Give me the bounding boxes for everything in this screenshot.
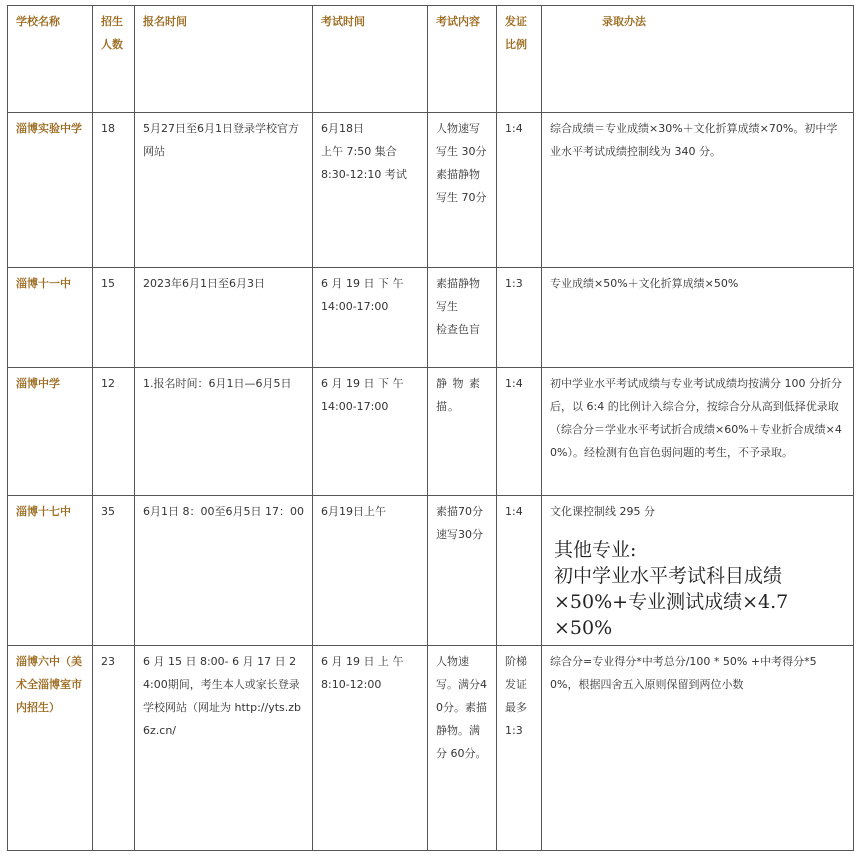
exam-time-cell: 6 月 19 日 上 午 8:10-12:00: [313, 646, 428, 851]
header-admission: 录取办法: [542, 6, 854, 113]
table-row: [8, 496, 854, 646]
table-row: [8, 268, 854, 368]
table-row: [8, 646, 854, 851]
quota-cell: 35: [93, 496, 135, 646]
header-exam-content: 考试内容: [428, 6, 497, 113]
admission-cell: 专业成绩×50%＋文化折算成绩×50%: [542, 268, 854, 368]
school-name: 淄博实验中学: [8, 113, 93, 268]
register-cell: 5月27日至6月1日登录学校官方网站: [135, 113, 313, 268]
register-cell: 6 月 15 日 8:00- 6 月 17 日 24:00期间，考生本人或家长登录学校网站（网址为 http://yts.zb6z.cn/: [135, 646, 313, 851]
register-cell: 6月1日 8：00至6月5日 17：00: [135, 496, 313, 646]
register-cell: 1.报名时间：6月1日—6月5日: [135, 368, 313, 496]
ratio-cell: 1:4: [497, 113, 542, 268]
header-row: [8, 6, 854, 113]
school-name: 淄博六中（美术全淄博室市内招生）: [8, 646, 93, 851]
school-name: 淄博十七中: [8, 496, 93, 646]
exam-content-cell: 素描静物写生 检查色盲: [428, 268, 497, 368]
note-line: 其他专业:: [554, 539, 637, 561]
table-row: [8, 113, 854, 268]
handwritten-note: [550, 537, 845, 641]
exam-time-cell: 6 月 19 日 下 午 14:00-17:00: [313, 368, 428, 496]
exam-time-cell: 6月18日 上午 7:50 集合 8:30-12:10 考试: [313, 113, 428, 268]
note-line: 初中学业水平考试科目成绩: [554, 565, 783, 587]
quota-cell: 12: [93, 368, 135, 496]
header-ratio: 发证比例: [497, 6, 542, 113]
header-school: 学校名称: [8, 6, 93, 113]
school-name: 淄博十一中: [8, 268, 93, 368]
ratio-cell: 1:3: [497, 268, 542, 368]
admission-table: [7, 5, 854, 851]
exam-content-cell: 素描70分 速写30分: [428, 496, 497, 646]
ratio-cell: 1:4: [497, 496, 542, 646]
note-line: ×50%: [554, 617, 613, 639]
school-name: 淄博中学: [8, 368, 93, 496]
quota-cell: 15: [93, 268, 135, 368]
admission-cell: 初中学业水平考试成绩与专业考试成绩均按满分 100 分折分后，以 6:4 的比例计入综合分，按综合分从高到低择优录取（综合分＝学业水平考试折合成绩×60%＋专业折合成绩×40%）。经检测有色盲色弱问题的考生，不予录取。: [542, 368, 854, 496]
note-line: ×50%+专业测试成绩×4.7: [554, 591, 789, 613]
exam-content-cell: 人物速写写生 30分 素描静物写生 70分: [428, 113, 497, 268]
exam-content-cell: 人物速写。满分40分。素描静物。满分 60分。: [428, 646, 497, 851]
exam-time-cell: 6月19日上午: [313, 496, 428, 646]
admission-cell: [542, 496, 854, 646]
admission-cell: 综合成绩＝专业成绩×30%＋文化折算成绩×70%。初中学业水平考试成绩控制线为 340 分。: [542, 113, 854, 268]
exam-content-cell: 静 物 素 描。: [428, 368, 497, 496]
ratio-cell: 1:4: [497, 368, 542, 496]
header-register: 报名时间: [135, 6, 313, 113]
register-cell: 2023年6月1日至6月3日: [135, 268, 313, 368]
admission-cell: 综合分=专业得分*中考总分/100 * 50% +中考得分*50%，根据四舍五入原则保留到两位小数: [542, 646, 854, 851]
admission-text: 文化课控制线 295 分: [550, 505, 655, 518]
table-row: [8, 368, 854, 496]
exam-time-cell: 6 月 19 日 下 午 14:00-17:00: [313, 268, 428, 368]
quota-cell: 18: [93, 113, 135, 268]
quota-cell: 23: [93, 646, 135, 851]
ratio-cell: 阶梯发证最多1:3: [497, 646, 542, 851]
header-exam-time: 考试时间: [313, 6, 428, 113]
header-quota: 招生人数: [93, 6, 135, 113]
